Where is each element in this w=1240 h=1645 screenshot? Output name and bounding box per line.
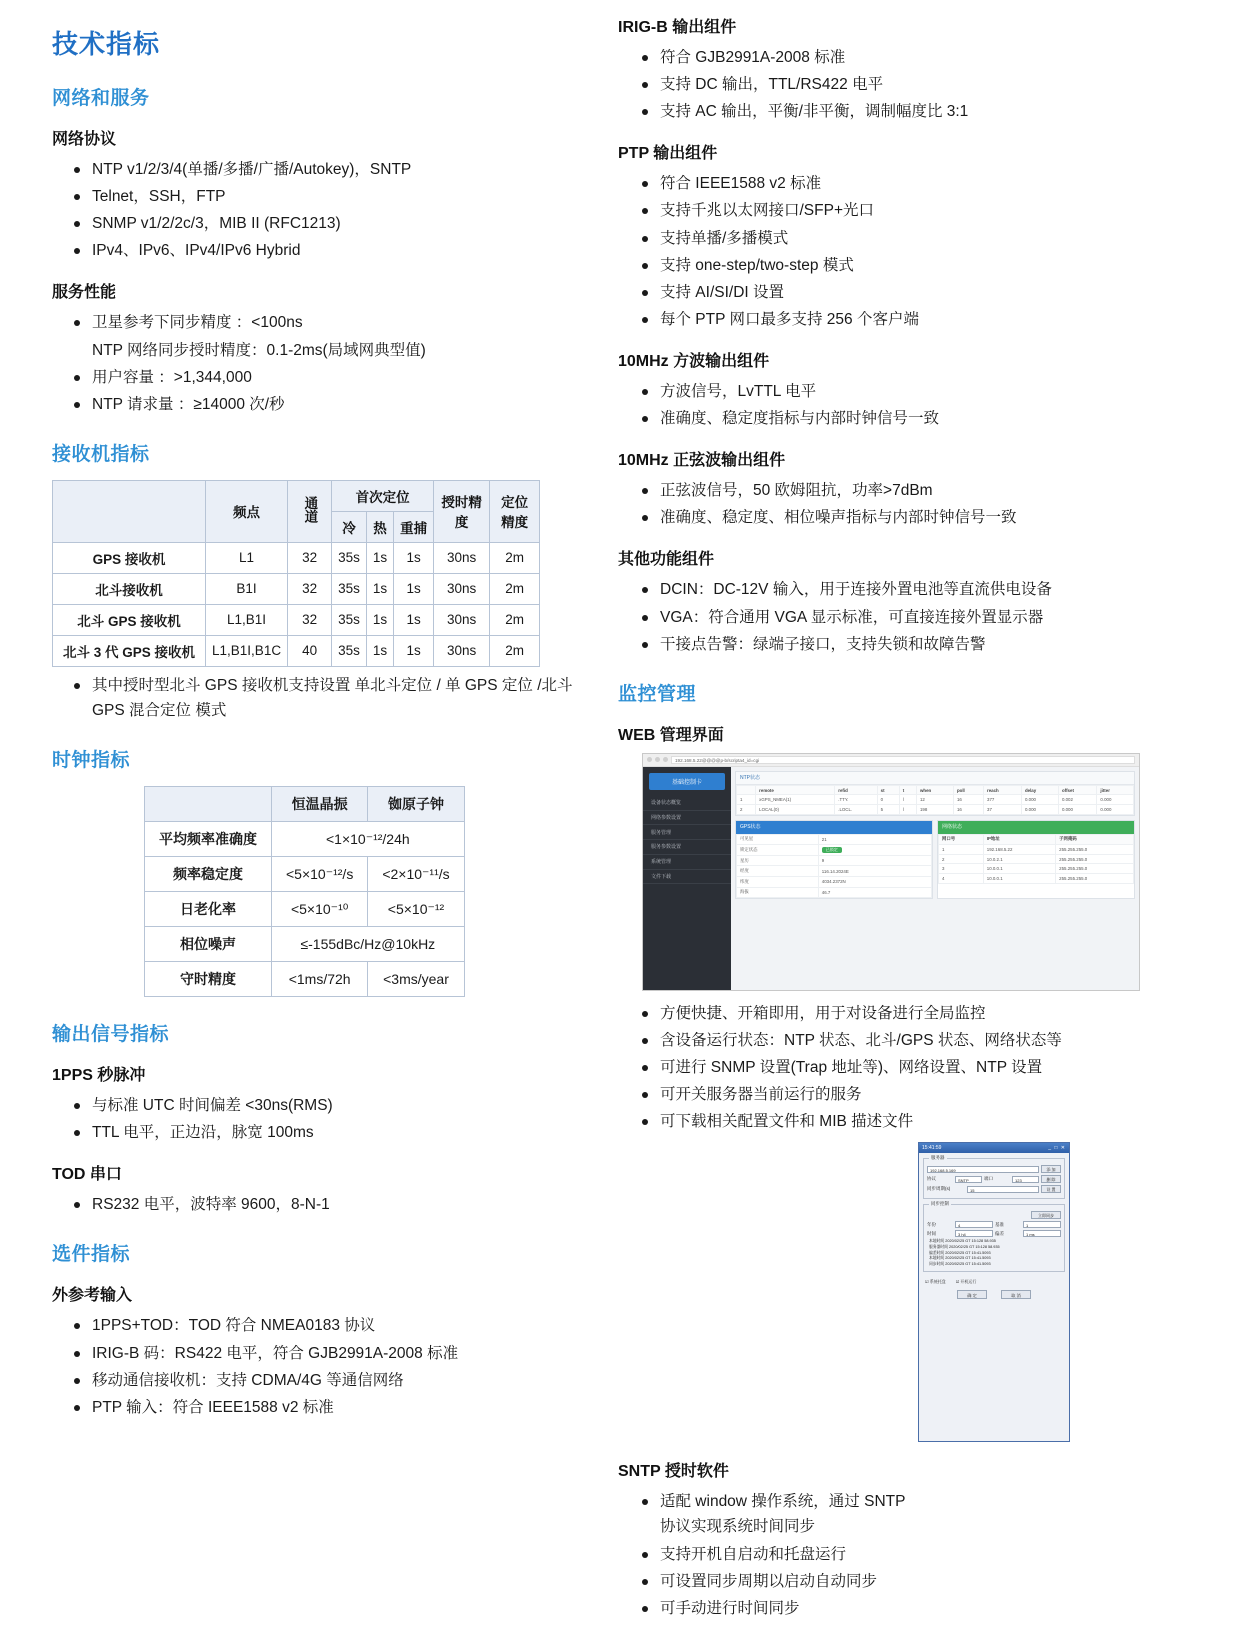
th: jitter [1097, 785, 1134, 795]
cell: LOCAL(0) [756, 804, 835, 814]
list-item: 与标准 UTC 时间偏差 <30ns(RMS) [72, 1093, 592, 1118]
back-icon[interactable] [647, 757, 652, 762]
table-row [145, 857, 465, 892]
subsection-sntp-software: SNTP 授时软件 [618, 1463, 729, 1481]
th: remote [756, 785, 835, 795]
subsection-10mhz-sine: 10MHz 正弦波输出组件 [618, 452, 786, 470]
cell-label: 星历 [737, 855, 819, 866]
th: when [916, 785, 953, 795]
th-blank [145, 787, 272, 822]
list-item: 含设备运行状态：NTP 状态、北斗/GPS 状态、网络状态等 [640, 1028, 1186, 1053]
cell-ocxo: <5×10⁻¹⁰ [272, 892, 368, 927]
subsection-network-protocol: 网络协议 [52, 131, 117, 148]
time-row [927, 1230, 1061, 1237]
ok-button[interactable]: 确 定 [957, 1290, 987, 1299]
cell-cold: 35s [332, 573, 367, 604]
table-row [939, 864, 1134, 874]
cell-cold: 35s [332, 635, 367, 666]
th-channel: 通道 [288, 480, 332, 542]
tray-checkbox[interactable]: ☑ 系统托盘 [925, 1278, 946, 1284]
cell-label: 经度 [737, 866, 819, 877]
list-item: 方波信号，LvTTL 电平 [640, 379, 1186, 404]
list-item: 支持开机自启动和托盘运行 [640, 1542, 918, 1567]
year-label: 年份 [927, 1221, 936, 1227]
cell-label: 纬度 [737, 876, 819, 887]
list-item: 适配 window 操作系统，通过 SNTP 协议实现系统时间同步 [640, 1489, 918, 1539]
clock-table [144, 786, 465, 997]
interval-input[interactable]: 15 [967, 1186, 1039, 1193]
cell-hot: 1s [366, 573, 393, 604]
subsection-1pps: 1PPS 秒脉冲 [52, 1067, 146, 1085]
subsection-irigb: IRIG-B 输出组件 [618, 19, 737, 36]
offset-input[interactable]: 1 ms [1023, 1230, 1061, 1237]
sntp-software-list [618, 1489, 918, 1621]
cell-ch: 32 [288, 573, 332, 604]
cell-value: 4034.2372N [818, 876, 931, 887]
list-item: 每个 PTP 网口最多支持 256 个客户端 [640, 307, 1186, 332]
server-group-label: 服务器 [931, 1155, 945, 1161]
gps-panel-title: GPS状态 [736, 821, 932, 834]
list-item: SNMP v1/2/2c/3，MIB II (RFC1213) [72, 211, 592, 236]
cell: 255.255.255.0 [1056, 864, 1134, 874]
list-item: 1PPS+TOD：TOD 符合 NMEA0183 协议 [72, 1313, 592, 1338]
cell: 255.255.255.0 [1056, 873, 1134, 883]
th-hot: 热 [366, 511, 393, 542]
cell-freq: B1I [206, 573, 288, 604]
cell-time-acc: 30ns [434, 573, 490, 604]
square-wave-list [618, 379, 1186, 431]
year-row [927, 1221, 1061, 1228]
cell: 16 [953, 795, 983, 805]
list-item: DCIN：DC-12V 输入，用于连接外置电池等直流供电设备 [640, 577, 1186, 602]
sync-now-button[interactable]: 立即同步 [1031, 1211, 1061, 1219]
cell-pos-acc: 2m [490, 542, 540, 573]
cell: 0.000 [1097, 804, 1134, 814]
protocol-label: 协议 [927, 1176, 936, 1182]
subsection-other-components: 其他功能组件 [618, 551, 715, 569]
cell: 198 [916, 804, 953, 814]
cell: 3 [939, 864, 984, 874]
list-item [72, 310, 592, 362]
cell: 1 [737, 795, 756, 805]
cell-label: 可见星 [737, 834, 819, 845]
table-row [53, 635, 540, 666]
th: offset [1058, 785, 1096, 795]
service-performance-list [24, 310, 592, 416]
cell: 0 [877, 795, 899, 805]
cell-reacq: 1s [394, 635, 434, 666]
receiver-table-body [53, 542, 540, 666]
server-select[interactable]: 192.168.5.169 [927, 1166, 1039, 1173]
cell-value: 116.14.2024E [818, 866, 931, 877]
cell-name: 北斗 GPS 接收机 [53, 604, 206, 635]
list-item: 方便快捷、开箱即用，用于对设备进行全局监控 [640, 1001, 1186, 1026]
th: IP地址 [983, 834, 1055, 845]
status-panels-row [735, 820, 1135, 904]
cell: 10.0.2.1 [983, 854, 1055, 864]
cell: 10.0.0.1 [983, 873, 1055, 883]
clock-table-head [145, 787, 465, 822]
table-row [53, 542, 540, 573]
web-main [731, 767, 1139, 990]
receiver-note-list [24, 673, 592, 723]
th: st [877, 785, 899, 795]
list-item-sub: NTP 网络同步授时精度：0.1-2ms(局域网典型值) [92, 341, 426, 359]
list-item: 准确度、稳定度指标与内部时钟信号一致 [640, 406, 1186, 431]
cell-time-acc: 30ns [434, 542, 490, 573]
th: poll [953, 785, 983, 795]
left-column [24, 14, 592, 1625]
receiver-table-head [53, 480, 540, 542]
cell-label: 海拔 [737, 887, 819, 898]
cell-name: 北斗 3 代 GPS 接收机 [53, 635, 206, 666]
sidebar-item-services[interactable]: 服务管理 [643, 825, 731, 840]
autorun-checkbox[interactable]: ☑ 开机运行 [955, 1278, 977, 1284]
cell-hot: 1s [366, 542, 393, 573]
cell-label: 日老化率 [145, 892, 272, 927]
cell-value: 21 [818, 834, 931, 845]
list-item: Telnet，SSH，FTP [72, 184, 592, 209]
list-item: 符合 IEEE1588 v2 标准 [640, 171, 1186, 196]
list-item: IRIG-B 码：RS422 电平，符合 GJB2991A-2008 标准 [72, 1341, 592, 1366]
log-line: 本地时间 2020/02/25 GT 15:128 58.935 [929, 1239, 996, 1244]
external-reference-list [24, 1313, 592, 1419]
cell-name: 北斗接收机 [53, 573, 206, 604]
table-row [939, 873, 1134, 883]
web-sidebar [643, 767, 731, 990]
add-button[interactable]: 添 加 [1041, 1165, 1061, 1173]
gps-status-table [736, 834, 932, 899]
port-label: 端口 [984, 1176, 993, 1182]
sync-log [927, 1239, 1061, 1267]
cell: 192.168.5.22 [983, 845, 1055, 855]
time-label: 时间 [927, 1230, 936, 1236]
sntp-software-screenshot [918, 1142, 1070, 1442]
th-pos-accuracy: 定位精度 [490, 480, 540, 542]
table-row [737, 834, 932, 845]
cell: 377 [984, 795, 1022, 805]
cell: xGPS_NMEA(1) [756, 795, 835, 805]
cell: 0.000 [1058, 804, 1096, 814]
delete-button[interactable]: 删 除 [1041, 1175, 1061, 1183]
ptp-list [618, 171, 1186, 332]
cell: 37 [984, 804, 1022, 814]
cancel-button[interactable]: 取 消 [1001, 1290, 1031, 1299]
gps-status-panel [735, 820, 933, 900]
time-input[interactable]: 3 h4 [955, 1230, 993, 1237]
th-frequency: 频点 [206, 480, 288, 542]
list-item: VGA：符合通用 VGA 显示标准，可直接连接外置显示器 [640, 605, 1186, 630]
list-item: 可手动进行时间同步 [640, 1596, 918, 1621]
tray-label: 系统托盘 [929, 1278, 946, 1284]
th-time-accuracy: 授时精度 [434, 480, 490, 542]
irigb-list [618, 45, 1186, 124]
window-title-bar [919, 1143, 1069, 1153]
cell-rb: <2×10⁻¹¹/s [368, 857, 464, 892]
cell-label: 相位噪声 [145, 927, 272, 962]
table-row [145, 962, 465, 997]
list-item: 可开关服务器当前运行的服务 [640, 1082, 1186, 1107]
sidebar-item-service-params[interactable]: 服务参数设置 [643, 840, 731, 855]
section-monitor-management: 监控管理 [618, 683, 697, 705]
list-item: 支持 one-step/two-step 模式 [640, 253, 1186, 278]
list-item: 支持单播/多播模式 [640, 226, 1186, 251]
th-ocxo: 恒温晶振 [272, 787, 368, 822]
cell-ocxo: <5×10⁻¹²/s [272, 857, 368, 892]
list-item: 支持 AI/SI/DI 设置 [640, 280, 1186, 305]
sync-now-row [927, 1211, 1061, 1219]
cell-ch: 40 [288, 635, 332, 666]
list-item: 正弦波信号，50 欧姆阻抗，功率>7dBm [640, 478, 1186, 503]
cell-ch: 32 [288, 542, 332, 573]
ntp-status-table [736, 785, 1134, 815]
list-item: IPv4、IPv6、IPv4/IPv6 Hybrid [72, 238, 592, 263]
web-body [643, 767, 1139, 990]
cell-time-acc: 30ns [434, 635, 490, 666]
subsection-ptp: PTP 输出组件 [618, 145, 718, 163]
cell: 0.000 [1021, 795, 1058, 805]
table-row [737, 795, 1134, 805]
list-item: 移动通信接收机：支持 CDMA/4G 等通信网络 [72, 1368, 592, 1393]
cell-rb: <3ms/year [368, 962, 464, 997]
status-badge: 已锁定 [822, 847, 842, 853]
table-row [53, 604, 540, 635]
cell-pos-acc: 2m [490, 573, 540, 604]
list-item: 支持 DC 输出，TTL/RS422 电平 [640, 72, 1186, 97]
section-clock: 时钟指标 [52, 750, 131, 772]
cell-label: 守时精度 [145, 962, 272, 997]
cell: 16 [953, 804, 983, 814]
section-receiver: 接收机指标 [52, 443, 150, 465]
pps-list [24, 1093, 592, 1145]
protocol-row [927, 1175, 1061, 1183]
th: refid [835, 785, 877, 795]
log-line: 偏差时间 2020/02/25 GT 15:41.5093 [929, 1250, 991, 1255]
web-management-screenshot [642, 753, 1140, 991]
receiver-table [52, 480, 540, 667]
section-output-signal: 输出信号指标 [52, 1024, 170, 1046]
cell-cold: 35s [332, 604, 367, 635]
window-title: 15:41:59 [922, 1145, 942, 1152]
cell: 2 [939, 854, 984, 864]
list-item: 可下载相关配置文件和 MIB 描述文件 [640, 1109, 1186, 1134]
network-protocol-list [24, 157, 592, 263]
cell: 0.000 [1097, 795, 1134, 805]
subsection-external-reference: 外参考输入 [52, 1287, 133, 1305]
th: delay [1021, 785, 1058, 795]
subsection-web-ui: WEB 管理界面 [618, 726, 724, 744]
list-item: 符合 GJB2991A-2008 标准 [640, 45, 1186, 70]
cell-reacq: 1s [394, 573, 434, 604]
table-row [53, 573, 540, 604]
offset-label: 偏差 [995, 1230, 1004, 1236]
list-item: 准确度、稳定度、相位噪声指标与内部时钟信号一致 [640, 505, 1186, 530]
list-item: RS232 电平，波特率 9600，8-N-1 [72, 1192, 592, 1217]
window-controls[interactable]: _ □ ✕ [1048, 1145, 1066, 1152]
list-item: 可设置同步周期以启动自动同步 [640, 1569, 918, 1594]
cell-rb: <5×10⁻¹² [368, 892, 464, 927]
list-item: 其中授时型北斗 GPS 接收机支持设置 单北斗定位 / 单 GPS 定位 /北斗 GPS 混合定位 模式 [72, 673, 592, 723]
address-bar[interactable]: 192.168.5.22@@@@p-b/scripta4_id=cgi [671, 756, 1135, 764]
log-line: 服务器时间 2020/02/25 GT 15:128 58.935 [929, 1244, 1000, 1249]
table-row [939, 845, 1134, 855]
table-row [145, 927, 465, 962]
table-row [939, 854, 1134, 864]
table-row [145, 892, 465, 927]
th-cold: 冷 [332, 511, 367, 542]
table-row [737, 845, 932, 856]
list-item: 支持千兆以太网接口/SFP+光口 [640, 198, 1186, 223]
table-row [737, 887, 932, 898]
table-header-row [939, 834, 1134, 845]
cell: 255.255.255.0 [1056, 854, 1134, 864]
th-rubidium: 铷原子钟 [368, 787, 464, 822]
th: 子网掩码 [1056, 834, 1134, 845]
cell: 0.000 [1021, 804, 1058, 814]
cell-label: 频率稳定度 [145, 857, 272, 892]
list-item: 可进行 SNMP 设置(Trap 地址等)、网络设置、NTP 设置 [640, 1055, 1186, 1080]
list-item-main: 卫星参考下同步精度 ：<100ns [92, 314, 303, 332]
subsection-10mhz-square: 10MHz 方波输出组件 [618, 352, 770, 370]
cell-hot: 1s [366, 604, 393, 635]
server-row [927, 1165, 1061, 1173]
ntp-status-panel [735, 771, 1135, 816]
sidebar-item-system[interactable]: 系统管理 [643, 855, 731, 870]
page-title: 技术指标 [52, 29, 161, 59]
server-group [923, 1155, 1065, 1199]
cell: 12 [916, 795, 953, 805]
cell-ch: 32 [288, 604, 332, 635]
browser-toolbar [643, 754, 1139, 767]
th [737, 785, 756, 795]
web-management-list [618, 1001, 1186, 1135]
sidebar-item-network[interactable]: 网络参数设置 [643, 811, 731, 826]
reload-icon[interactable] [663, 757, 668, 762]
table-header-row [737, 785, 1134, 795]
cell-reacq: 1s [394, 604, 434, 635]
right-column [618, 14, 1186, 1625]
protocol-select[interactable]: SNTP [955, 1176, 982, 1183]
sidebar-item-overview[interactable]: 设备状态概览 [643, 796, 731, 811]
options-row [919, 1277, 1069, 1287]
cell-value: 9 [818, 855, 931, 866]
cell-hot: 1s [366, 635, 393, 666]
log-line: 本地时间 2020/02/25 GT 15:41.5093 [929, 1256, 991, 1261]
interval-row [927, 1185, 1061, 1193]
cell-pos-acc: 2m [490, 604, 540, 635]
list-item: 用户容量 ：>1,344,000 [72, 365, 592, 390]
list-item: 干接点告警：绿端子接口，支持失锁和故障告警 [640, 632, 1186, 657]
section-options: 选件指标 [52, 1244, 131, 1266]
tod-list [24, 1192, 592, 1217]
table-row [145, 822, 465, 857]
cell-time-acc: 30ns [434, 604, 490, 635]
cell-label: 锁定状态 [737, 845, 819, 856]
cell-value: 46.7 [818, 887, 931, 898]
table-row [737, 876, 932, 887]
table-row [737, 855, 932, 866]
network-panel-title: 网络状态 [938, 821, 1134, 834]
table-row [737, 866, 932, 877]
ntp-panel-title: NTP状态 [736, 772, 1134, 785]
th: reach [984, 785, 1022, 795]
sine-wave-list [618, 478, 1186, 530]
cell: 255.255.255.0 [1056, 845, 1134, 855]
month-label: 基准 [995, 1221, 1004, 1227]
cell: .LOCL. [835, 804, 877, 814]
th: t [899, 785, 916, 795]
log-line: 同步时间 2020/02/25 GT 15:41.5093 [929, 1262, 991, 1267]
year-input[interactable]: 4 [955, 1221, 993, 1228]
month-input[interactable]: 1 [1023, 1221, 1061, 1228]
cell: 2 [737, 804, 756, 814]
sync-group [923, 1201, 1065, 1271]
sidebar-item-downloads[interactable]: 文件下载 [643, 870, 731, 885]
cell: 0.002 [1058, 795, 1096, 805]
list-item: PTP 输入：符合 IEEE1588 v2 标准 [72, 1395, 592, 1420]
cell-value: ≤-155dBc/Hz@10kHz [272, 927, 465, 962]
cell-freq: L1,B1I [206, 604, 288, 635]
cell: 10.0.0.1 [983, 864, 1055, 874]
cell-label: 平均频率准确度 [145, 822, 272, 857]
network-status-table [938, 834, 1134, 884]
cell-cold: 35s [332, 542, 367, 573]
cell-value [818, 845, 931, 856]
th: 网口号 [939, 834, 984, 845]
cell: .TTY. [835, 795, 877, 805]
interval-label: 同步周期(s) [927, 1186, 951, 1192]
other-components-list [618, 577, 1186, 656]
dialog-buttons [919, 1290, 1069, 1299]
list-item: 支持 AC 输出，平衡/非平衡，调制幅度比 3:1 [640, 99, 1186, 124]
autorun-label: 开机运行 [960, 1278, 977, 1284]
network-status-panel [937, 820, 1135, 900]
cell-pos-acc: 2m [490, 635, 540, 666]
cell: 5 [877, 804, 899, 814]
cell-ocxo: <1ms/72h [272, 962, 368, 997]
subsection-service-performance: 服务性能 [52, 284, 117, 302]
th-first-fix: 首次定位 [332, 480, 434, 511]
list-item: TTL 电平，正边沿，脉宽 100ms [72, 1120, 592, 1145]
list-item: NTP v1/2/3/4(单播/多播/广播/Autokey)，SNTP [72, 157, 592, 182]
th-reacquire: 重捕 [394, 511, 434, 542]
cell-value: <1×10⁻¹²/24h [272, 822, 465, 857]
th-blank [53, 480, 206, 542]
section-network-service: 网络和服务 [52, 88, 150, 109]
set-button[interactable]: 设 置 [1041, 1185, 1061, 1193]
cell: 4 [939, 873, 984, 883]
cell-reacq: 1s [394, 542, 434, 573]
cell: l [899, 804, 916, 814]
web-logo: 基础控制卡 [649, 773, 725, 790]
clock-table-body [145, 822, 465, 997]
port-input[interactable]: 123 [1012, 1176, 1039, 1183]
cell-name: GPS 接收机 [53, 542, 206, 573]
list-item: NTP 请求量 ：≥14000 次/秒 [72, 392, 592, 417]
subsection-tod: TOD 串口 [52, 1166, 122, 1184]
sync-group-label: 同步控制 [931, 1201, 949, 1207]
cell-freq: L1 [206, 542, 288, 573]
forward-icon[interactable] [655, 757, 660, 762]
table-row [737, 804, 1134, 814]
cell-freq: L1,B1I,B1C [206, 635, 288, 666]
cell: 1 [939, 845, 984, 855]
cell: l [899, 795, 916, 805]
